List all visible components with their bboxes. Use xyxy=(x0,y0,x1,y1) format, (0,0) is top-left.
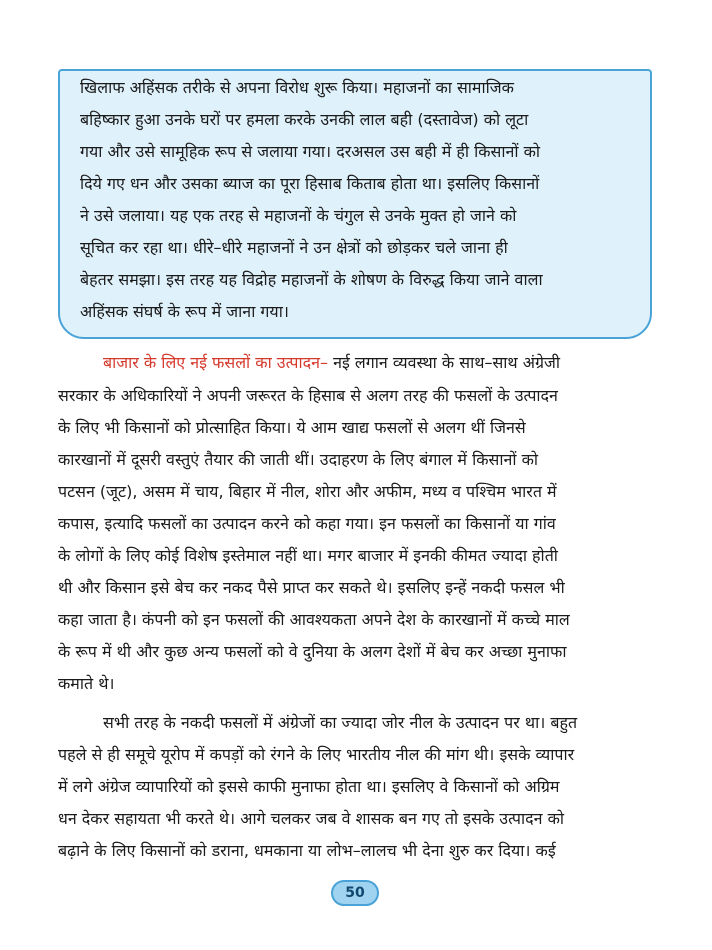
paragraph-line: सभी तरह के नकदी फसलों में अंग्रेजों का ज्यादा जोर नील के उत्पादन पर था। बहुत xyxy=(103,713,578,732)
section-first-line xyxy=(103,353,560,373)
paragraph-line: कहा जाता है। कंपनी को इन फसलों की आवश्यकता अपने देश के कारखानों में कच्चे माल xyxy=(58,610,570,629)
paragraph-line: बढ़ाने के लिए किसानों को डराना, धमकाना या लोभ–लालच भी देना शुरु कर दिया। कई xyxy=(58,841,556,860)
paragraph-line: कपास, इत्यादि फसलों का उत्पादन करने को कहा गया। इन फसलों का किसानों या गांव xyxy=(58,514,556,533)
paragraph-line: के लिए भी किसानों को प्रोत्साहित किया। ये आम खाद्य फसलों से अलग थीं जिनसे xyxy=(58,418,526,437)
section-first-line-text: नई लगान व्यवस्था के साथ–साथ अंग्रेजी xyxy=(328,353,560,372)
paragraph-line: में लगे अंग्रेज व्यापारियों को इससे काफी मुनाफा होता था। इसलिए वे किसानों को अग्रिम xyxy=(58,777,560,796)
box-line: खिलाफ अहिंसक तरीके से अपना विरोध शुरू किया। महाजनों का सामाजिक xyxy=(80,78,514,97)
paragraph-line: थी और किसान इसे बेच कर नकद पैसे प्राप्त कर सकते थे। इसलिए इन्हें नकदी फसल भी xyxy=(58,578,565,597)
section-heading: बाजार के लिए नई फसलों का उत्पादन– xyxy=(103,353,329,372)
box-line: ने उसे जलाया। यह एक तरह से महाजनों के चंगुल से उनके मुक्त हो जाने को xyxy=(80,206,517,225)
box-line: गया और उसे सामूहिक रूप से जलाया गया। दरअसल उस बही में ही किसानों को xyxy=(80,142,541,161)
paragraph-line: के रूप में थी और कुछ अन्य फसलों को वे दुनिया के अलग देशों में बेच कर अच्छा मुनाफा xyxy=(58,642,567,661)
box-line: बहिष्कार हुआ उनके घरों पर हमला करके उनकी लाल बही (दस्तावेज) को लूटा xyxy=(80,110,529,129)
box-line: सूचित कर रहा था। धीरे–धीरे महाजनों ने उन क्षेत्रों को छोड़कर चले जाना ही xyxy=(80,238,508,257)
paragraph-line: पहले से ही समूचे यूरोप में कपड़ों को रंगने के लिए भारतीय नील की मांग थी। इसके व्यापार xyxy=(58,745,575,764)
box-line: दिये गए धन और उसका ब्याज का पूरा हिसाब किताब होता था। इसलिए किसानों xyxy=(80,174,540,193)
paragraph-line: सरकार के अधिकारियों ने अपनी जरूरत के हिसाब से अलग तरह की फसलों के उत्पादन xyxy=(58,386,558,405)
paragraph-line: कारखानों में दूसरी वस्तुएं तैयार की जाती थीं। उदाहरण के लिए बंगाल में किसानों को xyxy=(58,450,539,469)
paragraph-line: कमाते थे। xyxy=(58,674,115,693)
page-number-badge: 50 xyxy=(331,880,379,906)
box-line: अहिंसक संघर्ष के रूप में जाना गया। xyxy=(80,302,289,321)
paragraph-line: के लोगों के लिए कोई विशेष इस्तेमाल नहीं था। मगर बाजार में इनकी कीमत ज्यादा होती xyxy=(58,546,558,565)
box-line: बेहतर समझा। इस तरह यह विद्रोह महाजनों के शोषण के विरुद्ध किया जाने वाला xyxy=(80,270,543,289)
paragraph-line: धन देकर सहायता भी करते थे। आगे चलकर जब वे शासक बन गए तो इसके उत्पादन को xyxy=(58,809,565,828)
paragraph-line: पटसन (जूट), असम में चाय, बिहार में नील, शोरा और अफीम, मध्य व पश्चिम भारत में xyxy=(58,482,557,501)
